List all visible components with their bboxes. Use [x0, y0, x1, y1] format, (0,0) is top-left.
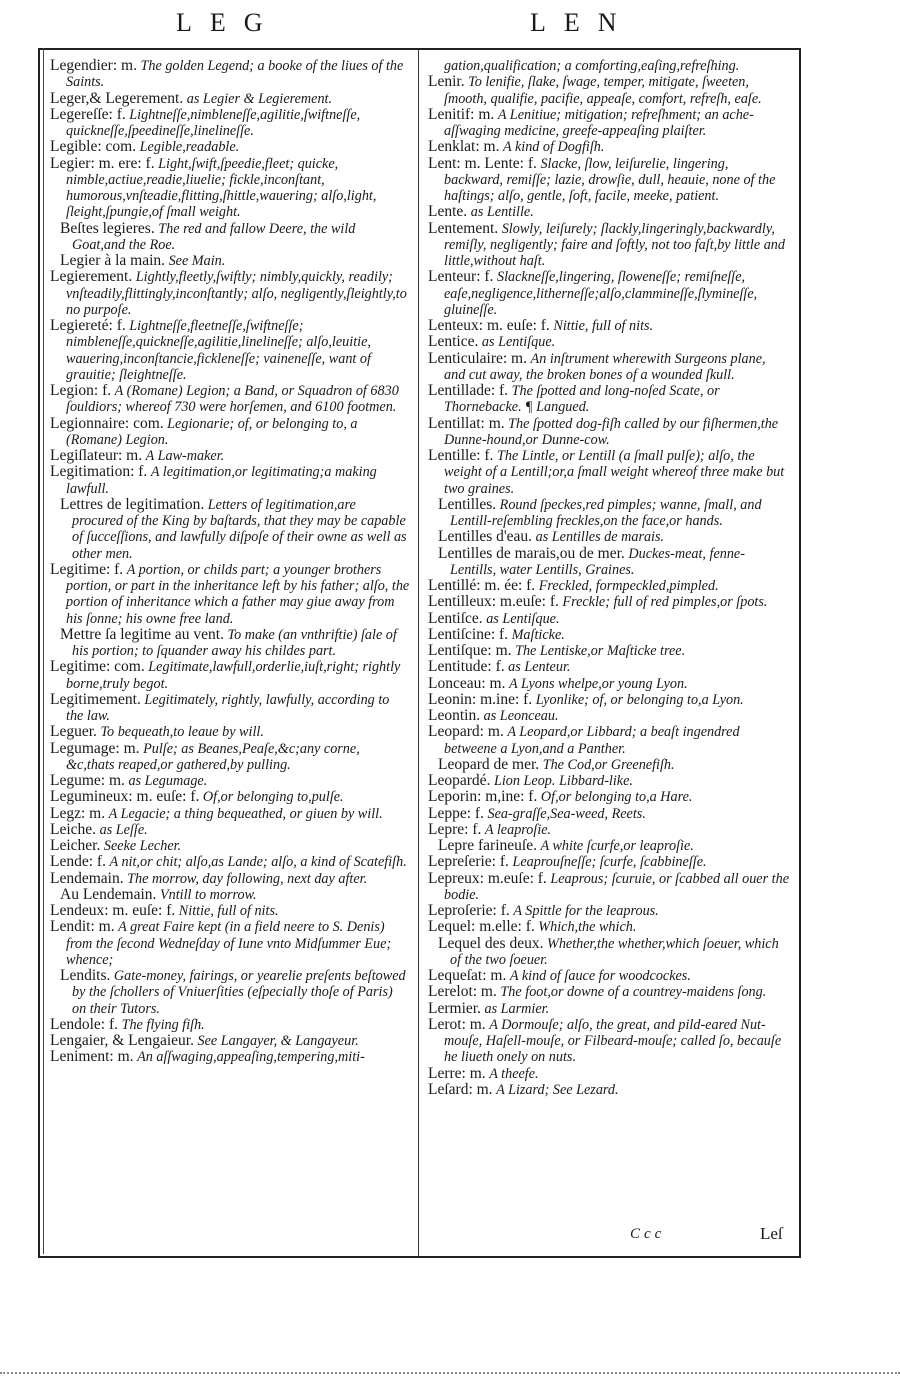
entry-headword: Lentillé: m. ée: f. — [428, 577, 536, 594]
entry-definition: Seeke Lecher. — [103, 838, 182, 854]
catchword: Leſ — [760, 1224, 783, 1243]
entry-headword: Lepre farineuſe. — [438, 837, 537, 854]
dictionary-entry — [428, 773, 790, 789]
scan-edge — [0, 1372, 900, 1374]
dictionary-entry — [50, 1049, 410, 1065]
entry-definition: A leaproſie. — [484, 821, 552, 838]
entry-headword: Leger,& Legerement. — [50, 89, 184, 107]
entry-definition: Nittie, full of nits. — [553, 318, 654, 334]
entry-definition: Lightneſſe,fleetneſſe,ſwiftneſſe; nimbleneſſe,quickneſſe,agilitie,linelineſſe; alſo,leuitie, wauering,inconſtancie,fickleneſſe; vaineneſſe, want of grauitie; ſleightneſſe. — [66, 318, 371, 383]
entry-definition: To bequeath,to leaue by will. — [100, 724, 264, 741]
entry-definition: Lion Leop. Libbard-like. — [493, 773, 633, 789]
entry-headword: Lentiſcine: f. — [428, 625, 509, 643]
entry-headword: Legiereté: f. — [50, 317, 126, 334]
entry-headword: Lentilles de marais,ou de mer. — [438, 544, 625, 562]
dictionary-entry — [50, 497, 410, 562]
entry-definition: Slowly, leiſurely; ſlackly,lingeringly,backwardly, remiſly, negligently; faire and ſoftly, not too faſt,by little and little,without haſt. — [444, 220, 785, 269]
entry-definition: To lenifie, ſlake, ſwage, temper, mitigate, ſweeten, ſmooth, qualifie, pacifie, appeaſe, comfort, refreſh, eaſe. — [444, 74, 762, 107]
entry-definition: Which,the which. — [538, 919, 637, 936]
dictionary-entry — [428, 156, 790, 205]
entry-headword: Lenitif: m. — [428, 105, 495, 123]
entry-headword: Lente. — [428, 203, 468, 221]
dictionary-entry — [428, 936, 790, 969]
dictionary-entry — [50, 887, 410, 903]
entry-definition: Lightneſſe,nimbleneſſe,agilitie,ſwiftneſſe, quickneſſe,ſpeedineſſe,linelineſſe. — [66, 106, 361, 139]
entry-definition: Lightly,fleetly,ſwiftly; nimbly,quickly, readily; vnſteadily,flittingly,inconſtantly; alſo, negligently,ſleightly,to no purpoſe. — [66, 269, 407, 318]
entry-headword: Leonin: m.ine: f. — [428, 690, 533, 708]
dictionary-entry — [428, 692, 790, 708]
entry-headword: Lepre: f. — [428, 820, 482, 838]
dictionary-entry — [50, 156, 410, 221]
dictionary-entry — [428, 416, 790, 449]
dictionary-entry — [428, 838, 790, 854]
entry-definition: Duckes-meat, fenne-Lentills, water Lentills, Graines. — [450, 545, 745, 578]
entry-headword: Lepreux: m.euſe: f. — [428, 869, 547, 887]
entry-headword: Lenticulaire: m. — [428, 349, 527, 367]
entry-headword: Leniment: m. — [50, 1048, 134, 1066]
entry-definition: Freckled, formpeckled,pimpled. — [538, 578, 719, 594]
entry-headword: Lerelot: m. — [428, 983, 497, 1001]
dictionary-entry — [50, 789, 410, 805]
entry-definition: Leaprous; ſcuruie, or ſcabbed all ouer the bodie. — [444, 870, 790, 903]
entry-headword: Lentille: f. — [428, 447, 494, 464]
dictionary-entry — [50, 968, 410, 1017]
dictionary-entry — [428, 221, 790, 270]
entry-definition: An inſtrument wherewith Surgeons plane, and cut away, the broken bones of a wounded ſkull. — [444, 350, 766, 383]
entry-definition: To make (an vnthriftie) ſale of his portion; to ſquander away his childes part. — [72, 626, 397, 659]
entry-headword: Lentilles d'eau. — [438, 528, 533, 546]
entry-headword: Legitime: com. — [50, 658, 145, 676]
dictionary-entry — [50, 724, 410, 740]
entry-definition: The ſpotted dog-fiſh called by our fiſhermen,the Dunne-hound,or Dunne-cow. — [444, 415, 779, 448]
entry-definition: as Leonceau. — [483, 708, 559, 724]
dictionary-entry — [50, 383, 410, 416]
entry-headword: Legereſſe: f. — [50, 105, 126, 123]
entry-headword: Leſard: m. — [428, 1080, 493, 1098]
dictionary-entry — [428, 984, 790, 1000]
dictionary-entry — [428, 74, 790, 107]
entry-definition: A Law-maker. — [145, 448, 225, 464]
entry-definition: An aſſwaging,appeaſing,tempering,miti- — [137, 1049, 365, 1066]
entry-headword: Lentilles. — [438, 495, 497, 513]
entry-definition: A kind of Dogfiſh. — [503, 139, 605, 156]
entry-definition: A Legacie; a thing bequeathed, or giuen by will. — [108, 805, 383, 822]
entry-definition: Maſticke. — [511, 626, 565, 643]
entry-headword: Legier à la main. — [60, 252, 166, 269]
entry-headword: Legumage: m. — [50, 739, 140, 757]
left-column — [50, 58, 410, 1066]
entry-headword: Lequeſat: m. — [428, 967, 507, 984]
entry-headword: Lentilleux: m.euſe: f. — [428, 593, 559, 611]
dictionary-entry — [428, 708, 790, 724]
entry-headword: Lequel: m.elle: f. — [428, 918, 535, 936]
entry-definition: Letters of legitimation,are procured of the King by baſtards, that they may be capable of ſucceſſions, and lawfully diſpoſe of their owne as well as other men. — [72, 496, 407, 562]
entry-headword: Legier: m. ere: f. — [50, 154, 155, 172]
entry-headword: Lendits. — [60, 967, 111, 984]
entry-headword: Legendier: m. — [50, 57, 137, 74]
entry-definition: as Leſſe. — [99, 821, 148, 838]
entry-definition: Whether,the whether,which ſoeuer, which of the two ſoeuer. — [450, 935, 779, 968]
entry-definition: Freckle; full of red pimples,or ſpots. — [562, 594, 768, 611]
entry-headword: Leopard: m. — [428, 723, 504, 741]
dictionary-entry — [50, 627, 410, 660]
dictionary-entry — [50, 464, 410, 497]
entry-definition: Legible,readable. — [139, 139, 240, 156]
entry-definition: Round ſpeckes,red pimples; wanne, ſmall, and Lentill-reſembling freckles,on the face,or hands. — [450, 496, 762, 529]
dictionary-entry — [50, 854, 410, 870]
entry-definition: Pulſe; as Beanes,Peaſe,&c;any corne, &c,thats reaped,or gathered,by pulling. — [66, 740, 360, 773]
dictionary-entry — [50, 318, 410, 383]
entry-definition: A legitimation,or legitimating;a making lawfull. — [66, 464, 377, 497]
dictionary-entry — [428, 269, 790, 318]
entry-headword: Legitimement. — [50, 690, 141, 708]
dictionary-entry — [50, 221, 410, 254]
entry-definition: See Main. — [168, 253, 226, 269]
entry-headword: Leicher. — [50, 837, 101, 854]
dictionary-entry — [428, 659, 790, 675]
entry-headword: Lende: f. — [50, 853, 106, 871]
entry-definition: A nit,or chit; alſo,as Lande; alſo, a kind of Scatefiſh. — [109, 854, 407, 871]
entry-headword: Lonceau: m. — [428, 674, 506, 692]
dictionary-entry — [428, 871, 790, 904]
entry-definition: Of,or belonging to,pulſe. — [202, 789, 344, 806]
dictionary-entry — [50, 448, 410, 464]
entry-definition: as Lentiſque. — [481, 334, 556, 351]
column-divider — [418, 50, 419, 1256]
entry-definition: A great Faire kept (in a field neere to S. Denis) from the ſecond Wedneſday of Iune vnto Midſummer Eue; whence; — [66, 919, 392, 968]
entry-definition: Light,ſwift,ſpeedie,fleet; quicke, nimble,actiue,readie,liuelie; fickle,inconſtant, humorous,vnſteadie,flitting,ſhittle,wauering; alſo,light, ſleight,ſpungie,of ſmall weight. — [66, 155, 377, 221]
dictionary-entry — [428, 968, 790, 984]
entry-headword: Lentice. — [428, 333, 479, 351]
dictionary-entry — [50, 838, 410, 854]
entry-definition: as Legumage. — [128, 773, 208, 789]
dictionary-entry — [50, 773, 410, 789]
entry-headword: Legiſlateur: m. — [50, 447, 143, 464]
dictionary-entry — [50, 139, 410, 155]
dictionary-entry — [428, 627, 790, 643]
entry-definition: Legitimately, rightly, lawfully, according to the law. — [66, 691, 390, 724]
entry-headword: Leguer. — [50, 723, 97, 741]
entry-definition: Slacke, ſlow, leiſurelie, lingering, backward, remiſſe; lazie, drowſie, dull, heauie, none of the haſtings; alſo, gentle, ſoft, facile, meeke, patient. — [444, 155, 776, 204]
signature-mark: Ccc — [630, 1226, 666, 1242]
entry-headword: Mettre ſa legitime au vent. — [60, 625, 224, 643]
entry-definition: Sea-graſſe,Sea-weed, Reets. — [487, 805, 646, 822]
dictionary-entry — [50, 659, 410, 692]
dictionary-entry — [428, 351, 790, 384]
entry-headword: Leporin: m,ine: f. — [428, 788, 538, 806]
entry-definition: as Legier & Legierement. — [186, 90, 333, 107]
entry-definition: gation,qualification; a comforting,eaſing,refreſhing. — [444, 58, 740, 74]
entry-headword: Lendit: m. — [50, 918, 115, 936]
entry-headword: Legierement. — [50, 268, 133, 286]
entry-headword: Lenir. — [428, 73, 465, 91]
entry-headword: Lenklat: m. — [428, 138, 500, 156]
entry-definition: A (Romane) Legion; a Band, or Squadron of 6830 ſouldiors; whereof 730 were horſemen, and 6100 footmen. — [66, 383, 399, 416]
entry-headword: Legionnaire: com. — [50, 414, 164, 432]
entry-headword: Legitimation: f. — [50, 463, 148, 481]
running-head-left: LEG — [176, 8, 281, 37]
dictionary-entry — [428, 724, 790, 757]
dictionary-entry — [428, 919, 790, 935]
dictionary-entry — [428, 822, 790, 838]
dictionary-entry — [428, 58, 790, 74]
entry-definition: as Lenteur. — [508, 659, 571, 676]
dictionary-entry — [50, 1017, 410, 1033]
entry-headword: Lettres de legitimation. — [60, 495, 205, 513]
dictionary-entry — [428, 448, 790, 497]
dictionary-entry — [428, 806, 790, 822]
entry-headword: Lepreſerie: f. — [428, 853, 509, 871]
entry-headword: Leontin. — [428, 707, 481, 724]
dictionary-entry — [50, 871, 410, 887]
entry-definition: The golden Legend; a booke of the liues of the Saints. — [66, 58, 404, 91]
entry-headword: Legible: com. — [50, 138, 137, 156]
dictionary-entry — [428, 546, 790, 579]
entry-definition: The Lintle, or Lentill (a ſmall pulſe); alſo, the weight of a Lentill;or,a ſmall weight whereof three make but two graines. — [444, 448, 785, 497]
entry-headword: Lerot: m. — [428, 1015, 486, 1033]
entry-definition: as Lentille. — [470, 204, 534, 221]
entry-headword: Beſtes legieres. — [60, 219, 155, 237]
dictionary-entry — [50, 107, 410, 140]
dictionary-entry — [428, 757, 790, 773]
dictionary-entry — [428, 318, 790, 334]
dictionary-entry — [428, 497, 790, 530]
dictionary-entry — [428, 676, 790, 692]
dictionary-entry — [428, 107, 790, 140]
entry-definition: The Cod,or Greenefiſh. — [542, 756, 675, 773]
entry-headword: Leopard de mer. — [438, 755, 540, 773]
entry-definition: The Lentiske,or Maſticke tree. — [515, 643, 686, 659]
entry-headword: Leiche. — [50, 820, 97, 838]
dictionary-entry — [50, 58, 410, 91]
dictionary-entry — [428, 643, 790, 659]
entry-headword: Lentement. — [428, 219, 499, 237]
dictionary-entry — [428, 529, 790, 545]
dictionary-entry — [50, 692, 410, 725]
entry-headword: Leopardé. — [428, 772, 491, 789]
dictionary-entry — [428, 854, 790, 870]
dictionary-entry — [50, 269, 410, 318]
entry-definition: Lyonlike; of, or belonging to,a Lyon. — [535, 691, 744, 708]
dictionary-entry — [50, 416, 410, 449]
dictionary-entry — [50, 919, 410, 968]
entry-definition: A Lizard; See Lezard. — [496, 1081, 619, 1098]
entry-headword: Au Lendemain. — [60, 885, 157, 903]
dictionary-entry — [428, 334, 790, 350]
entry-definition: A kind of ſauce for woodcockes. — [509, 968, 691, 984]
entry-definition: as Larmier. — [484, 1000, 550, 1017]
dictionary-entry — [428, 903, 790, 919]
dictionary-entry — [50, 822, 410, 838]
entry-definition: The red and fallow Deere, the wild Goat,and the Roe. — [72, 220, 356, 253]
entry-headword: Legion: f. — [50, 382, 112, 399]
entry-headword: Leppe: f. — [428, 804, 484, 822]
entry-headword: Lentiſce. — [428, 609, 483, 627]
entry-definition: A Dormouſe; alſo, the great, and pild-eared Nut-mouſe, Haſell-mouſe, or Filbeard-mouſe; called ſo, becauſe he liueth onely on nuts. — [444, 1016, 782, 1066]
dictionary-entry — [428, 204, 790, 220]
entry-definition: Of,or belonging to,a Hare. — [540, 789, 693, 806]
dictionary-entry — [428, 594, 790, 610]
dictionary-entry — [428, 1066, 790, 1082]
entry-headword: Lentillade: f. — [428, 382, 509, 399]
entry-definition: as Lentiſque. — [486, 610, 560, 627]
dictionary-entry — [428, 1082, 790, 1098]
entry-headword: Lerre: m. — [428, 1064, 486, 1082]
entry-headword: Legumineux: m. euſe: f. — [50, 788, 200, 806]
entry-definition: A portion, or childs part; a younger brothers portion, or part in the inheritance left by his father; alſo, the portion of inheritance which a father may giue away from his ſonne; his owne free land. — [66, 561, 410, 627]
entry-definition: Leaprouſneſſe; ſcurfe, ſcabbineſſe. — [512, 854, 707, 871]
entry-headword: Lermier. — [428, 999, 481, 1017]
entry-headword: Legume: m. — [50, 772, 125, 789]
entry-definition: Vntill to morrow. — [159, 886, 257, 903]
entry-headword: Leproſerie: f. — [428, 902, 510, 919]
dictionary-entry — [428, 789, 790, 805]
entry-headword: Lenteur: f. — [428, 268, 494, 286]
entry-definition: The flying fiſh. — [121, 1016, 205, 1033]
entry-definition: A theefe. — [489, 1065, 539, 1082]
entry-definition: Gate-money, fairings, or yearelie preſents beſtowed by the ſchollers of Vniuerſities (eſpecially thoſe of Paris) on their Tutors. — [72, 968, 406, 1017]
entry-headword: Lendole: f. — [50, 1015, 119, 1033]
running-head-right: LEN — [530, 8, 635, 37]
entry-definition: Nittie, full of nits. — [178, 903, 279, 919]
dictionary-entry — [428, 1001, 790, 1017]
dictionary-entry — [50, 903, 410, 919]
dictionary-entry — [428, 139, 790, 155]
entry-definition: A Spittle for the leaprous. — [513, 903, 659, 919]
dictionary-entry — [428, 383, 790, 416]
entry-definition: The morrow, day following, next day after. — [127, 870, 368, 887]
dictionary-entry — [50, 562, 410, 627]
entry-headword: Lentitude: f. — [428, 658, 505, 676]
entry-definition: The ſpotted and long-noſed Scate, or Thornebacke. ¶ Langued. — [444, 383, 720, 416]
dictionary-entry — [50, 741, 410, 774]
dictionary-entry — [50, 253, 410, 269]
dictionary-entry — [428, 1017, 790, 1066]
entry-headword: Lentillat: m. — [428, 414, 505, 432]
entry-headword: Lentiſque: m. — [428, 642, 512, 659]
dictionary-entry — [428, 611, 790, 627]
entry-headword: Legz: m. — [50, 804, 106, 822]
entry-headword: Legitime: f. — [50, 560, 124, 578]
entry-headword: Lenteux: m. euſe: f. — [428, 317, 550, 334]
entry-definition: See Langayer, & Langayeur. — [197, 1033, 359, 1049]
right-column — [428, 58, 790, 1098]
entry-headword: Lent: m. Lente: f. — [428, 154, 537, 172]
entry-definition: Legionarie; of, or belonging to, a (Romane) Legion. — [66, 415, 358, 448]
entry-headword: Lequel des deux. — [438, 934, 544, 952]
dictionary-entry — [50, 806, 410, 822]
entry-definition: A Lenitiue; mitigation; refreſhment; an ache-aſſwaging medicine, greefe-appeaſing plaiſter. — [444, 106, 754, 139]
entry-definition: A Leopard,or Libbard; a beaſt ingendred betweene a Lyon,and a Panther. — [444, 724, 740, 757]
entry-headword: Lengaier, & Lengaieur. — [50, 1032, 194, 1049]
entry-definition: Slackneſſe,lingering, ſloweneſſe; remiſneſſe, eaſe,negligence,litherneſſe;alſo,clammineſſe,ſlymineſſe, gluineſſe. — [444, 269, 758, 318]
entry-definition: A white ſcurfe,or leaproſie. — [540, 838, 694, 854]
dictionary-entry — [50, 91, 410, 107]
entry-headword: Lendeux: m. euſe: f. — [50, 902, 176, 919]
dictionary-entry — [428, 578, 790, 594]
entry-definition: as Lentilles de marais. — [535, 529, 665, 546]
entry-definition: A Lyons whelpe,or young Lyon. — [509, 675, 688, 692]
dictionary-entry — [50, 1033, 410, 1049]
entry-definition: The foot,or downe of a countrey-maidens ſong. — [500, 984, 767, 1001]
entry-definition: Legitimate,lawfull,orderlie,iuſt,right; rightly borne,truly begot. — [66, 659, 401, 692]
entry-headword: Lendemain. — [50, 869, 124, 887]
